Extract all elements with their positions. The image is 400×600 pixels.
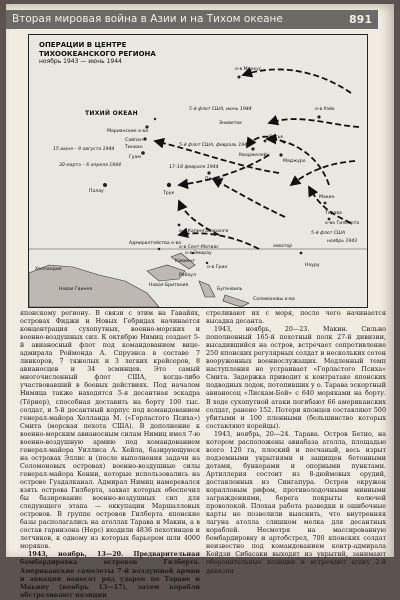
label-majuro: Маджуро — [283, 159, 306, 164]
label-new-britain: Новая Британия — [149, 283, 189, 288]
bougainville-land — [199, 281, 215, 297]
right-paragraph-1: стреливают их с моря, после чего начинается высадка десанта. — [206, 310, 386, 326]
label-mar-apr: 30 марта – 6 апреля 1944 — [59, 163, 122, 168]
label-saipan: Сайпан — [125, 138, 143, 143]
label-tinian: Тиниан — [125, 145, 143, 150]
label-wake: о-в Уэйк — [315, 107, 335, 112]
label-tarawa: Тарава — [325, 211, 342, 216]
equator-label: экватор — [273, 244, 293, 249]
label-kapingamarangi: о-в Капингамаранги — [179, 229, 229, 234]
left-paragraph-2: 1943, ноябрь, 13—20. Предварительная бомбардировка островов Гилберта. Американские самолеты 7-й воздушной армии и авиации наносят ряд ударов по Тараве и Макину (ноябрь 13—17), затем корабли обстреливают позиции — [20, 551, 200, 599]
label-emirau: о-в Эмирау — [185, 251, 212, 256]
label-ponape: Понапе — [205, 177, 223, 182]
right-column — [206, 310, 386, 575]
page-number: 891 — [349, 13, 372, 26]
label-bougainville: Бугенвиль — [217, 287, 243, 292]
label-mariana: Марианские о-ва — [107, 129, 149, 134]
label-jun44: 15 июня – 9 августа 1944 — [53, 147, 115, 152]
right-paragraph-3: 1943, ноябрь, 20—24. Тарава. Остров Бетио, на котором расположены авиабаза атолла, площадью всего 120 га, плоский и песчаный, весь изрыт подземными укрытиями и защищен бетонными дотами, бункерами и опорными пунктами. Артиллерия состоит из 8-дюймовых орудий, доставленных из Сингапура. Остров окружен коралловым рифом, противолодочными минными заграждениями, берега покрыты колючей проволокой. Плохая работа разведки и ошибочные карты не позволили выяснить, что внутренняя лагуна атолла слишком мелка для десантных кораблей. Несмотря на массированную бомбардировку и артобстрел, 700 японских солдат неизвестно под командованием контр-адмирала Кейдзи Сибасаки выходят из укрытий, занимают оборонительные позиции и встречают атаку 2-й дивизии — [206, 430, 386, 575]
map-title — [39, 41, 189, 67]
label-gilbert: о-ва Гилберта — [325, 221, 360, 226]
label-guam: Гуам — [129, 155, 141, 160]
label-kwajalein: Кваджелейн — [239, 153, 270, 158]
label-admiralty: Адмиралтейства о-ва — [129, 241, 182, 246]
label-truk: Трук — [163, 191, 175, 196]
label-marcus: о-в Маркус — [235, 67, 262, 72]
label-fleet5c: 5-й флот США — [311, 231, 346, 236]
label-kavieng: Кавиенг — [175, 259, 196, 264]
label-rabaul: Рабаул — [179, 273, 196, 278]
label-palau: Палау — [89, 189, 104, 194]
label-matthias: о-в Сент-Матиас — [179, 245, 219, 250]
map-dates: ноябрь 1943 — июнь 1944 — [39, 58, 122, 65]
label-nauru: Науру — [305, 263, 320, 268]
label-green: о-в Грин — [207, 265, 228, 270]
label-hollandia: Холландия — [35, 267, 62, 272]
label-wotje: Вотье — [269, 135, 284, 140]
label-new-guinea: Новая Гвинея — [59, 287, 93, 292]
label-makin: Макин — [319, 195, 335, 200]
label-solomon: Соломоновы о-ва — [253, 297, 295, 302]
label-fleet5a: 5-й флот США, июнь 1944 — [189, 107, 252, 112]
left-column — [20, 310, 200, 599]
label-fleet5b: 5-й флот США, февраль 1944 — [179, 143, 251, 148]
label-feb44: 17–18 февраля 1944 — [169, 165, 219, 170]
left-paragraph-1: японскому региону. В связи с этим на Гавайях, островах Фиджи и Новых Гебридах начинается концентрация сухопутных, военно-морских и военно-воздушных сил. К октябрю Нимиц создает 5-й авианосный флот под командованием вице-адмирала Реймонда А. Спруэнса в составе 7 линкоров, 7 тяжелых и 3 легких крейсеров, 8 авианосцев и 34 эсминцев. Это самый многочисленный флот США, когда-либо участвовавший в боевых действиях. Под началом Нимица также находятся 5-я десантная эскадра (Тёрнер), способная доставить на борту 100 тыс. солдат, и 5-й десантный корпус под командованием генерал-майора Холланда М. («Горластого Психа») Смита (морская пехота США). В дополнение к военно-морским авианосным силам Нимиц имел 7-ю военно-воздушную армию под командованием генерал-майора Уиллиса А. Хейла, базирующуюся на островах Эллис и (после выполнения задачи на Соломоновых островах) военно-воздушные силы генерал-майора Кенни, которые использовались на острове Гуадалканал. Адмирал Нимиц намеревался взять острова Гилберта, захват которых обеспечил бы базирование военно-воздушных сил для следующего этапа — оккупации Маршалловых островов. В группе островов Гилберта японские базы располагались на атоллах Тарава и Макин, а в состав гарнизона (Нерс) входили 4836 пехотинцев и летчиков, к одному из которых барьером шли 4000 моряков. — [20, 310, 200, 551]
solomon-land — [223, 295, 249, 307]
map-title-line1: ОПЕРАЦИИ В ЦЕНТРЕ — [39, 41, 127, 49]
right-paragraph-2: 1943, ноябрь, 20—23. Макин. Сильно пополненный 165-й пехотный полк 27-й дивизии, высадившийся на остров, встречает сопротивление 250 японских регулярных солдат и нескольких сотен вооруженных военнослужащих. Медленный темп наступления не устраивает «Горластого Психа» Смита. Задержка приводит к контратаке японских подводных лодок, потопивших у о. Тарава эскортный авианосец «Лискам-Бей» с 640 моряками на борту. В ходе сухопутной атаки погибают 66 американских солдат, ранено 152. Потери японцев составляют 500 убитыми и 100 пленными (большинство которых составляют корейцы). — [206, 326, 386, 430]
campaign-map — [28, 34, 368, 308]
running-header — [6, 10, 378, 29]
header-title: Вторая мировая война в Азии и на Тихом океане — [12, 13, 283, 25]
label-eniwetok: Эниветок — [219, 121, 242, 126]
label-nov43: ноябрь 1943 — [327, 239, 358, 244]
ocean-label: ТИХИЙ ОКЕАН — [85, 110, 138, 117]
map-title-line2: ТИХООКЕАНСКОГО РЕГИОНА — [39, 49, 156, 58]
book-page — [6, 4, 394, 599]
